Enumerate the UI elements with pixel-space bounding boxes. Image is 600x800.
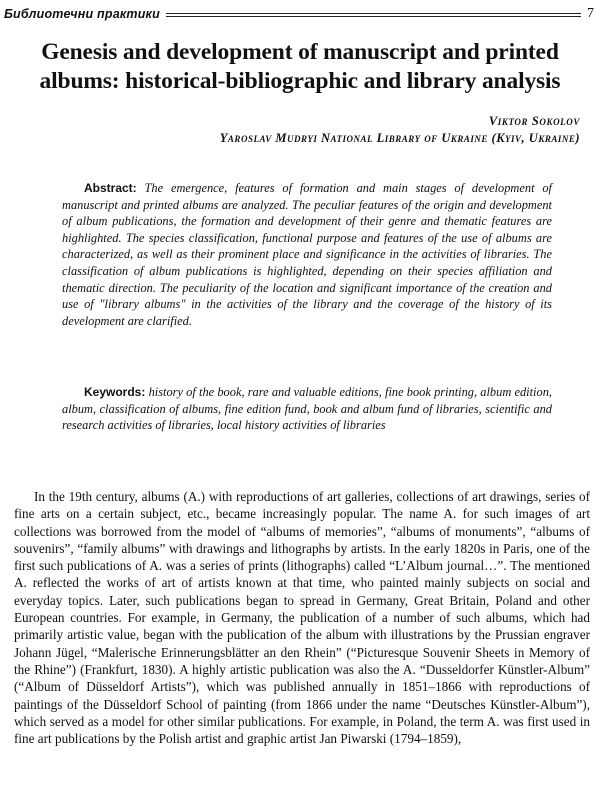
author-affiliation: Yaroslav Mudryi National Library of Ukraine (Kyiv, Ukraine) xyxy=(219,131,580,145)
article-title: Genesis and development of manuscript and printed albums: historical-bibliographic and library analysis xyxy=(39,39,561,94)
page-number: 7 xyxy=(587,6,594,21)
running-header xyxy=(4,2,594,22)
body-paragraph: In the 19th century, albums (A.) with reproductions of art galleries, collections of art drawings, series of fine arts on a certain subject, etc., became increasingly popular. The name A. for such images of art collections was borrowed from the model of “albums of memories”, “albums of monuments”, “albums of souvenirs”, “family albums” with drawings and lithographs by artists. In the early 1820s in Paris, one of the first such publications of A. was a series of prints (lithographs) called “L’Album journal…”. The mentioned A. reflected the works of art of artists known at that time, who painted mainly subjects on social and everyday topics. Later, such publications began to spread in Germany, Great Britain, Poland and other European countries. For example, in Germany, the publication of a number of such albums, which had primarily artistic value, began with the publication of the album with illustrations by the Prussian engraver Johann Jügel, “Malerische Erinnerungsblätter an den Rhein” (“Picturesque Souvenir Sheets in Memory of the Rhine”) (Frankfurt, 1830). A highly artistic publication was also the A. “Dusseldorfer Künstler-Album” (“Album of Düsseldorf Artists”), which was published annually in 1851–1866 with reproductions of paintings of the Düsseldorf School of painting (from 1866 under the name “Deutsches Künstler-Album”), which served as a model for other similar publications. For example, in Poland, the term A. was first used in fine art publications by the Polish artist and graphic artist Jan Piwarski (1794–1859), xyxy=(14,489,590,747)
keywords-text: history of the book, rare and valuable editions, fine book printing, album edition, album, classification of albums, fine edition fund, book and album fund of libraries, scientific and research activities of libraries, local history activities of libraries xyxy=(62,385,552,433)
keywords-block xyxy=(62,384,552,434)
running-header-section: Библиотечни практики xyxy=(4,7,160,21)
abstract-label: Abstract: xyxy=(84,181,137,195)
keywords-label: Keywords: xyxy=(84,385,146,399)
abstract-text: The emergence, features of formation and main stages of development of manuscript and printed albums are analyzed. The peculiar features of the origin and development of album publications, the formation and development of their genre and thematic features are highlighted. The species classification, functional purpose and features of the use of albums are characterized, as well as their prominent place and significance in the activities of libraries. The classification of album publications is highlighted, depending on their species affiliation and thematic direction. The peculiarity of the location and significant importance of the creation and use of "library albums" in the activities of the library and the coverage of the history of its development are clarified. xyxy=(62,181,552,328)
article-author: Viktor Sokolov xyxy=(488,114,580,128)
header-rule xyxy=(166,13,581,17)
abstract-block xyxy=(62,180,552,329)
